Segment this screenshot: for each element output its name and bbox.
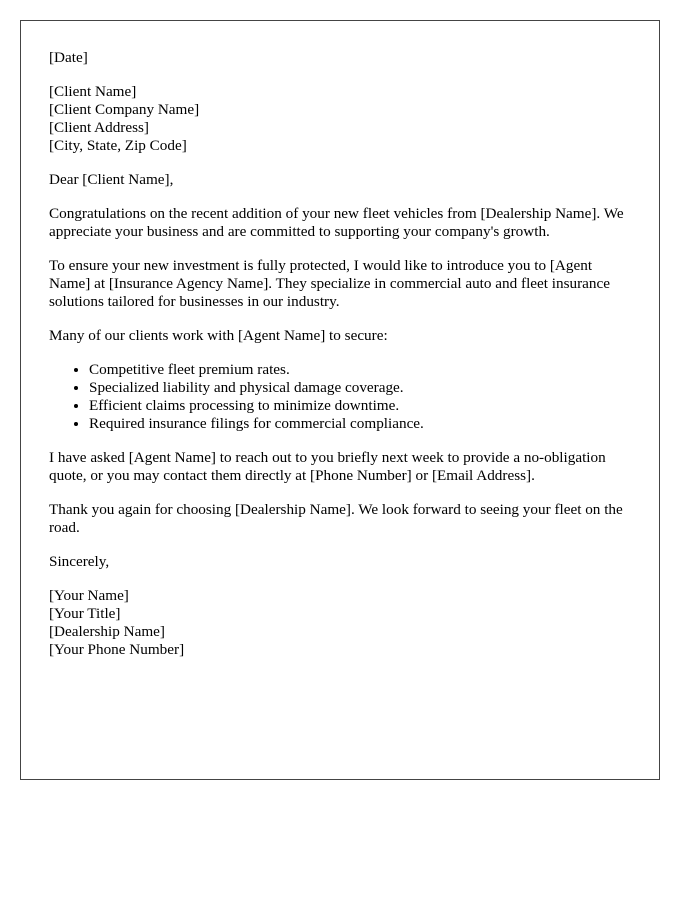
body-paragraph-thanks: Thank you again for choosing [Dealership Name]. We look forward to seeing your fleet on the road. (49, 501, 623, 536)
recipient-name: [Client Name] (49, 83, 137, 100)
body-paragraph-contact: I have asked [Agent Name] to reach out to you briefly next week to provide a no-obligation quote, or you may contact them directly at [Phone Number] or [Email Address]. (49, 449, 606, 484)
recipient-company: [Client Company Name] (49, 101, 200, 118)
signature-block (49, 587, 631, 659)
salutation: Dear [Client Name], (49, 171, 174, 188)
letter-page (20, 20, 660, 780)
closing: Sincerely, (49, 553, 110, 570)
list-item: • Competitive fleet premium rates. (89, 361, 631, 379)
signature-dealership: [Dealership Name] (49, 623, 165, 640)
letter-date: [Date] (49, 49, 88, 66)
body-paragraph-congratulations: Congratulations on the recent addition of your new fleet vehicles from [Dealership Name]. We appreciate your business and are committed to supporting your company's growth. (49, 205, 624, 240)
body-paragraph-services-intro: Many of our clients work with [Agent Name] to secure: (49, 327, 388, 344)
recipient-city-state-zip: [City, State, Zip Code] (49, 137, 187, 154)
signature-title: [Your Title] (49, 605, 121, 622)
recipient-address-block (49, 83, 631, 155)
services-list (49, 361, 631, 433)
list-item: • Required insurance filings for commercial compliance. (89, 415, 631, 433)
list-item: • Efficient claims processing to minimize downtime. (89, 397, 631, 415)
recipient-address: [Client Address] (49, 119, 149, 136)
signature-phone: [Your Phone Number] (49, 641, 185, 658)
body-paragraph-introduction: To ensure your new investment is fully protected, I would like to introduce you to [Agent Name] at [Insurance Agency Name]. They specialize in commercial auto and fleet insurance solutions tailored for businesses in our industry. (49, 257, 610, 310)
list-item: • Specialized liability and physical damage coverage. (89, 379, 631, 397)
signature-name: [Your Name] (49, 587, 129, 604)
